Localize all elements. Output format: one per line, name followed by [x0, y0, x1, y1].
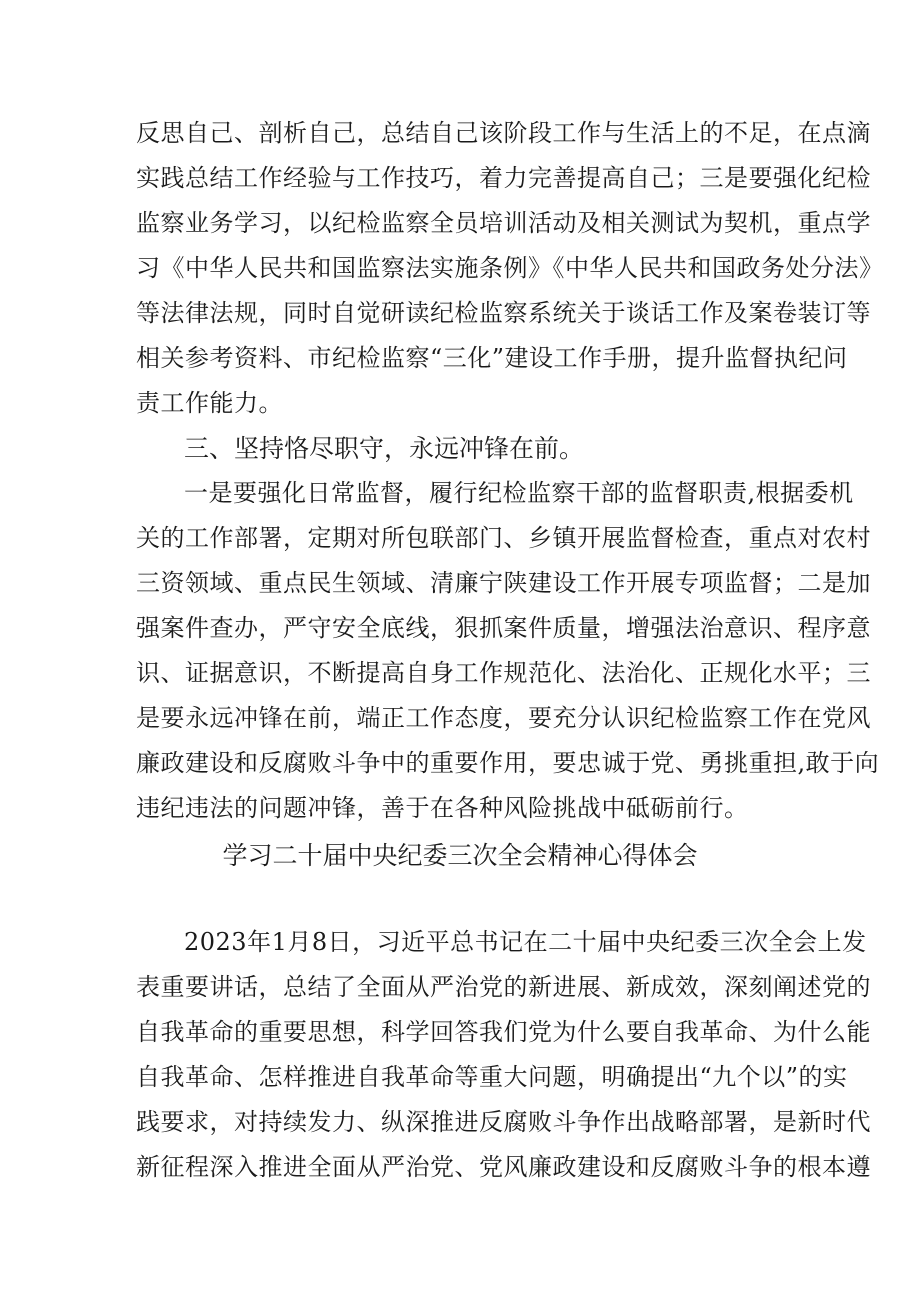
article-title: 学习二十届中央纪委三次全会精神心得体会	[222, 841, 698, 870]
text-line: 廉政建设和反腐败斗争中的重要作用，要忠诚于党、勇挑重担,敢于向	[136, 749, 880, 777]
text-line: 践要求，对持续发力、纵深推进反腐败斗争作出战略部署，是新时代	[136, 1108, 871, 1136]
text-line: 关的工作部署，定期对所包联部门、乡镇开展监督检查，重点对农村	[136, 524, 871, 552]
text-line: 一是要强化日常监督，履行纪检监察干部的监督职责,根据委机	[184, 479, 854, 507]
text-line: 实践总结工作经验与工作技巧，着力完善提高自己；三是要强化纪检	[136, 164, 871, 192]
text-line: 监察业务学习，以纪检监察全员培训活动及相关测试为契机，重点学	[136, 209, 871, 237]
text-line: 自我革命、怎样推进自我革命等重大问题，明确提出“九个以”的实	[136, 1063, 848, 1091]
text-line: 强案件查办，严守安全底线，狠抓案件质量，增强法治意识、程序意	[136, 614, 871, 642]
text-line: 自我革命的重要思想，科学回答我们党为什么要自我革命、为什么能	[136, 1018, 871, 1046]
text-line: 等法律法规，同时自觉研读纪检监察系统关于谈话工作及案卷装订等	[136, 299, 871, 327]
text-line: 识、证据意识，不断提高自身工作规范化、法治化、正规化水平；三	[136, 659, 871, 687]
text-line: 新征程深入推进全面从严治党、党风廉政建设和反腐败斗争的根本遵	[136, 1153, 871, 1181]
text-line: 2023年1月8日，习近平总书记在二十届中央纪委三次全会上发	[184, 928, 867, 956]
text-line: 三资领域、重点民生领域、清廉宁陕建设工作开展专项监督；二是加	[136, 569, 871, 597]
text-line: 相关参考资料、市纪检监察“三化”建设工作手册，提升监督执纪问	[136, 344, 848, 372]
section-heading: 三、坚持恪尽职守，永远冲锋在前。	[184, 434, 585, 463]
text-line: 表重要讲话，总结了全面从严治党的新进展、新成效，深刻阐述党的	[136, 973, 871, 1001]
text-line: 责工作能力。	[136, 389, 283, 417]
text-line: 违纪违法的问题冲锋，善于在各种风险挑战中砥砺前行。	[136, 794, 749, 822]
text-line: 是要永远冲锋在前，端正工作态度，要充分认识纪检监察工作在党风	[136, 704, 871, 732]
text-line: 习《中华人民共和国监察法实施条例》《中华人民共和国政务处分法》	[136, 254, 884, 282]
text-line: 反思自己、剖析自己，总结自己该阶段工作与生活上的不足，在点滴	[136, 119, 871, 147]
